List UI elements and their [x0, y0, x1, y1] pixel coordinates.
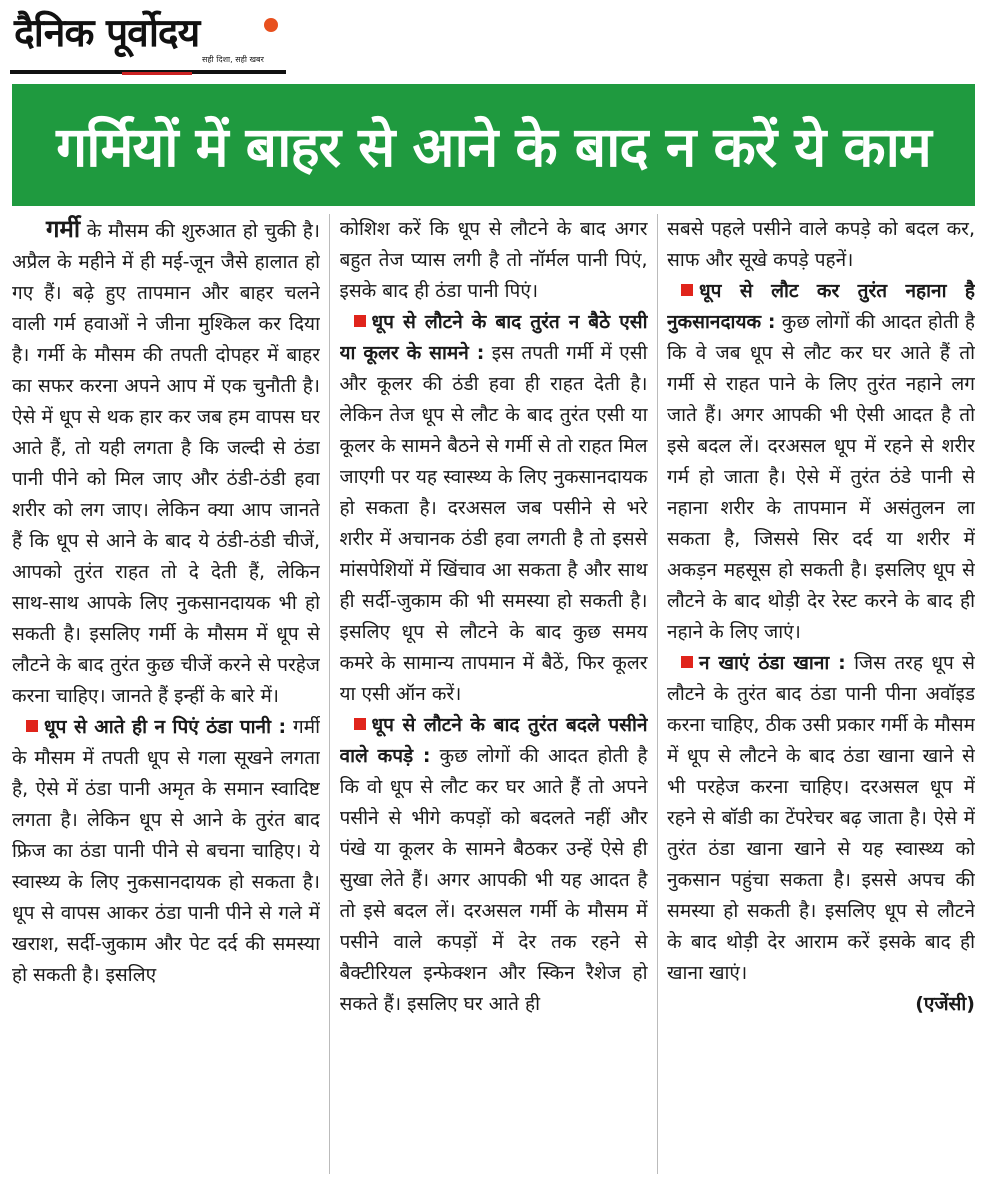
- column-3: [667, 214, 975, 1174]
- subhead-sweaty-clothes: धूप से लौटने के बाद तुरंत बदले पसीने वाले कपड़े :: [339, 714, 648, 767]
- column-divider: [329, 214, 330, 1174]
- body-bathing: कुछ लोगों की आदत होती है कि वे जब धूप से लौट कर घर आते हैं तो गर्मी से राहत पाने के लिए तुरंत नहाने लग जाते हैं। अगर आपकी भी ऐसी आदत है तो इसे बदल लें। दरअसल धूप में रहने से शरीर गर्म हो जाता है। ऐसे में तुरंत ठंडे पानी से नहाना शरीर के तापमान में असंतुलन ला सकता है, जिससे सिर दर्द या शरीर में अकड़न महसूस हो सकती है। इसलिए धूप से लौटने के बाद थोड़ी देर रेस्ट करने के बाद ही नहाने के लिए जाएं।: [667, 311, 975, 643]
- headline-band: [12, 84, 975, 206]
- newspaper-logo: दैनिक पूर्वोदय: [14, 11, 200, 56]
- section-sweaty-clothes: [340, 710, 648, 1020]
- red-square-bullet-icon: [681, 284, 693, 296]
- article-headline: गर्मियों में बाहर से आने के बाद न करें ये काम: [56, 114, 931, 179]
- body-cold-food: जिस तरह धूप से लौटने के तुरंत बाद ठंडा पानी पीना अवॉइड करना चाहिए, ठीक उसी प्रकार गर्मी के मौसम में धूप से लौटने के बाद ठंडा खाना खाने से भी परहेज करना चाहिए। दरअसल धूप में रहने से बॉडी का टेंपरेचर बढ़ जाता है। ऐसे में तुरंत ठंडा खाना खाने से यह स्वास्थ्य को नुकसान पहुंचा सकता है। इससे अपच की समस्या हो सकती है। इसलिए धूप से लौटने के बाद थोड़ी देर आराम करें इसके बाद ही खाना खाएं।: [667, 652, 975, 984]
- section-cold-water: [12, 712, 320, 991]
- red-square-bullet-icon: [681, 656, 693, 668]
- logo-dot-icon: [264, 18, 278, 32]
- red-square-bullet-icon: [354, 718, 366, 730]
- article-body: [12, 214, 975, 1174]
- body-cold-water: गर्मी के मौसम में तपती धूप से गला सूखने लगता है, ऐसे में ठंडा पानी अमृत के समान स्वादिष्ट लगता है। लेकिन धूप से आने के तुरंत बाद फ्रिज का ठंडा पानी पीने से बचना चाहिए। ये स्वास्थ्य के लिए नुकसानदायक हो सकता है। धूप से वापस आकर ठंडा पानी पीने से गले में खराश, सर्दी-जुकाम और पेट दर्द की समस्या हो सकती है। इसलिए: [12, 716, 320, 986]
- subhead-cold-food: न खाएं ठंडा खाना :: [699, 652, 846, 674]
- body-sweaty-clothes: कुछ लोगों की आदत होती है कि वो धूप से लौट कर घर आते हैं तो अपने पसीने से भीगे कपड़ों को बदलते नहीं और पंखे या कूलर के सामने बैठकर उन्हें ऐसे ही सुखा लेते हैं। अगर आपकी भी यह आदत है तो इसे बदल लें। दरअसल गर्मी के मौसम में पसीने वाले कपड़ों में देर तक रहने से बैक्टीरियल इन्फेक्शन और स्किन रैशेज हो सकते हैं। इसलिए घर आते ही: [339, 745, 648, 1015]
- subhead-cold-water: धूप से आते ही न पिएं ठंडा पानी :: [44, 716, 287, 738]
- masthead-tagline: सही दिशा, सही खबर: [202, 55, 264, 64]
- masthead-accent-rule: [122, 72, 192, 75]
- masthead: [10, 6, 286, 74]
- section-cold-food: [667, 648, 975, 989]
- red-square-bullet-icon: [26, 720, 38, 732]
- red-square-bullet-icon: [354, 315, 366, 327]
- subhead-ac-cooler: धूप से लौटने के बाद तुरंत न बैठे एसी या कूलर के सामने :: [339, 311, 648, 364]
- subhead-bathing: धूप से लौट कर तुरंत नहाना है नुकसानदायक :: [667, 280, 975, 333]
- column-2: [340, 214, 648, 1174]
- continued-sweaty-clothes: सबसे पहले पसीने वाले कपड़े को बदल कर, साफ और सूखे कपड़े पहनें।: [667, 218, 975, 271]
- section-ac-cooler: [340, 307, 648, 710]
- column-1: [12, 214, 320, 1174]
- section-bathing: [667, 276, 975, 648]
- body-ac-cooler: इस तपती गर्मी में एसी और कूलर की ठंडी हवा ही राहत देती है। लेकिन तेज धूप से लौट के बाद तुरंत एसी या कूलर के सामने बैठने से गर्मी से तो राहत मिल जाएगी पर यह स्वास्थ्य के लिए नुकसानदायक हो सकता है। दरअसल जब पसीने से भरे शरीर में अचानक ठंडी हवा लगती है तो इससे मांसपेशियों में खिंचाव आ सकता है और साथ ही सर्दी-जुकाम की भी समस्या हो सकती है। इसलिए धूप से लौटने के बाद कुछ समय कमरे के सामान्य तापमान में बैठें, फिर कूलर या एसी ऑन करें।: [339, 342, 648, 705]
- lead-word: गर्मी: [46, 215, 81, 243]
- continued-cold-water: कोशिश करें कि धूप से लौटने के बाद अगर बहुत तेज प्यास लगी है तो नॉर्मल पानी पिएं, इसके बाद ही ठंडा पानी पिएं।: [339, 218, 648, 302]
- column-divider: [657, 214, 658, 1174]
- intro-paragraph: [12, 214, 320, 712]
- agency-credit: (एजेंसी): [915, 993, 975, 1015]
- intro-text: के मौसम की शुरुआत हो चुकी है। अप्रैल के महीने में ही मई-जून जैसे हालात हो गए हैं। बढ़े हुए तापमान और बाहर चलने वाली गर्म हवाओं ने जीना मुश्किल कर दिया है। गर्मी के मौसम की तपती दोपहर में बाहर का सफर करना अपने आप में एक चुनौती है। ऐसे में धूप से थक हार कर जब हम वापस घर आते हैं, तो यही लगता है कि जल्दी से ठंडा पानी पीने को मिल जाए और ठंडी-ठंडी हवा शरीर को लग जाए। लेकिन क्या आप जानते हैं कि धूप से आने के बाद ये ठंडी-ठंडी चीजें, आपको तुरंत राहत तो दे देती हैं, लेकिन साथ-साथ आपके लिए नुकसानदायक भी हो सकती है। इसलिए गर्मी के मौसम में धूप से लौटने के बाद तुरंत कुछ चीजें करने से परहेज करना चाहिए। जानते हैं इन्हीं के बारे में।: [12, 220, 320, 707]
